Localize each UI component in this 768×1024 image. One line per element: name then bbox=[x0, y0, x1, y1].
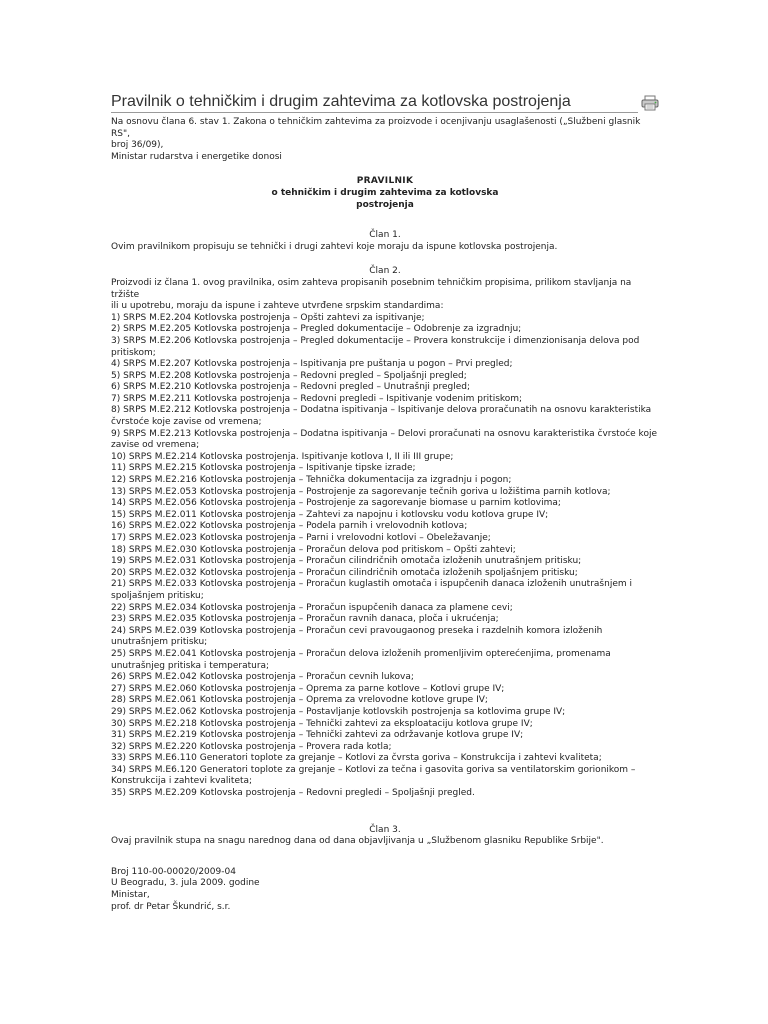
document-title: Pravilnik o tehničkim i drugim zahtevima za kotlovska postrojenja bbox=[111, 93, 638, 113]
signoff-line: U Beogradu, 3. jula 2009. godine bbox=[111, 878, 260, 889]
standard-list-line: 15) SRPS M.E2.011 Kotlovska postrojenja – Zahtevi za napojnu i kotlovsku vodu kotlova grupe IV; bbox=[111, 509, 549, 520]
standard-list-line: 5) SRPS M.E2.208 Kotlovska postrojenja – Redovni pregled – Spoljašnji pregled; bbox=[111, 370, 467, 381]
standard-list-line: unutrašnjem pritisku; bbox=[111, 637, 208, 648]
standard-list-line: 4) SRPS M.E2.207 Kotlovska postrojenja – Ispitivanja pre puštanja u pogon – Prvi pregled; bbox=[111, 359, 513, 370]
standard-list-line: 21) SRPS M.E2.033 Kotlovska postrojenja – Proračun kuglastih omotača i ispupčenih danaca izloženih unutrašnjem i bbox=[111, 579, 632, 590]
heading-line: postrojenja bbox=[356, 199, 414, 210]
signoff-line: prof. dr Petar Škundrić, s.r. bbox=[111, 901, 231, 912]
article-1-text: Ovim pravilnikom propisuju se tehnički i drugi zahtevi koje moraju da ispune kotlovska postrojenja. bbox=[111, 241, 558, 252]
standard-list-line: 1) SRPS M.E2.204 Kotlovska postrojenja – Opšti zahtevi za ispitivanje; bbox=[111, 312, 425, 323]
standard-list-line: 8) SRPS M.E2.212 Kotlovska postrojenja – Dodatna ispitivanja – Ispitivanje delova proračunatih na osnovu karakteristika bbox=[111, 405, 652, 416]
standard-list-line: 9) SRPS M.E2.213 Kotlovska postrojenja – Dodatna ispitivanja – Delovi proračunati na osnovu karakteristika čvrstoće koje bbox=[111, 428, 657, 439]
standard-list-line: 29) SRPS M.E2.062 Kotlovska postrojenja – Postavljanje kotlovskih postrojenja sa kotlovima grupe IV; bbox=[111, 706, 566, 717]
standard-list-line: 7) SRPS M.E2.211 Kotlovska postrojenja – Redovni pregledi – Ispitivanje vodenim pritiskom; bbox=[111, 393, 523, 404]
preamble-line: Ministar rudarstva i energetike donosi bbox=[111, 151, 282, 162]
preamble-line: Na osnovu člana 6. stav 1. Zakona o tehničkim zahtevima za proizvode i ocenjivanju usaglašenosti („Službeni glasnik RS", bbox=[111, 117, 641, 139]
standard-list-line: pritiskom; bbox=[111, 347, 156, 358]
standard-list-line: 3) SRPS M.E2.206 Kotlovska postrojenja – Pregled dokumentacije – Provera konstrukcije i dimenzionisanja delova pod bbox=[111, 335, 640, 346]
standard-list-line: 24) SRPS M.E2.039 Kotlovska postrojenja – Proračun cevi pravougaonog preseka i razdelnih komora izloženih bbox=[111, 625, 603, 636]
standard-list-line: 6) SRPS M.E2.210 Kotlovska postrojenja – Redovni pregled – Unutrašnji pregled; bbox=[111, 382, 471, 393]
standard-list-line: 32) SRPS M.E2.220 Kotlovska postrojenja – Provera rada kotla; bbox=[111, 741, 392, 752]
article-3-label: Član 3. bbox=[369, 824, 401, 835]
signoff bbox=[111, 867, 659, 913]
standard-list-line: 14) SRPS M.E2.056 Kotlovska postrojenja – Postrojenje za sagorevanje biomase u parnim kotlovima; bbox=[111, 498, 561, 509]
standard-list-line: 22) SRPS M.E2.034 Kotlovska postrojenja – Proračun ispupčenih danaca za plamene cevi; bbox=[111, 602, 513, 613]
standard-list-line: 16) SRPS M.E2.022 Kotlovska postrojenja – Podela parnih i vrelovodnih kotlova; bbox=[111, 521, 468, 532]
document-page bbox=[111, 93, 659, 913]
heading-line: o tehničkim i drugim zahtevima za kotlovska bbox=[271, 187, 499, 198]
article-3-text: Ovaj pravilnik stupa na snagu narednog dana od dana objavljivanja u „Službenom glasniku Republike Srbije". bbox=[111, 836, 604, 847]
standard-list-line: 10) SRPS M.E2.214 Kotlovska postrojenja. Ispitivanje kotlova I, II ili III grupe; bbox=[111, 451, 454, 462]
standard-list-line: 33) SRPS M.E6.110 Generatori toplote za grejanje – Kotlovi za čvrsta goriva – Konstrukcija i zahtevi kvaliteta; bbox=[111, 753, 602, 764]
signoff-line: Broj 110-00-00020/2009-04 bbox=[111, 866, 236, 877]
document-heading bbox=[111, 176, 659, 211]
heading-line: PRAVILNIK bbox=[356, 176, 414, 187]
standard-list-line: 28) SRPS M.E2.061 Kotlovska postrojenja – Oprema za vrelovodne kotlove grupe IV; bbox=[111, 695, 488, 706]
standard-list-line: 35) SRPS M.E2.209 Kotlovska postrojenja – Redovni pregledi – Spoljašnji pregled. bbox=[111, 788, 475, 799]
preamble bbox=[111, 117, 659, 163]
standard-list-line: 23) SRPS M.E2.035 Kotlovska postrojenja – Proračun ravnih danaca, ploča i ukrućenja; bbox=[111, 614, 499, 625]
title-row bbox=[111, 93, 659, 113]
article-2-intro: Proizvodi iz člana 1. ovog pravilnika, osim zahteva propisanih posebnim tehničkim propisima, prilikom stavljanja na tržište bbox=[111, 277, 632, 300]
standard-list-line: 20) SRPS M.E2.032 Kotlovska postrojenja – Proračun cilindričnih omotača izloženih spoljašnjem pritisku; bbox=[111, 567, 578, 578]
standards-list bbox=[111, 313, 659, 800]
standard-list-line: 13) SRPS M.E2.053 Kotlovska postrojenja – Postrojenje za sagorevanje tečnih goriva u ložištima parnih kotlova; bbox=[111, 486, 611, 497]
printer-icon[interactable] bbox=[641, 95, 659, 111]
standard-list-line: 27) SRPS M.E2.060 Kotlovska postrojenja – Oprema za parne kotlove – Kotlovi grupe IV; bbox=[111, 683, 505, 694]
standard-list-line: zavise od vremena; bbox=[111, 440, 200, 451]
standard-list-line: spoljašnjem pritisku; bbox=[111, 590, 204, 601]
standard-list-line: 26) SRPS M.E2.042 Kotlovska postrojenja – Proračun cevnih lukova; bbox=[111, 672, 414, 683]
standard-list-line: Konstrukcija i zahtevi kvaliteta; bbox=[111, 776, 253, 787]
standard-list-line: čvrstoće koje zavise od vremena; bbox=[111, 417, 262, 428]
standard-list-line: 17) SRPS M.E2.023 Kotlovska postrojenja – Parni i vrelovodni kotlovi – Obeležavanje; bbox=[111, 533, 491, 543]
article-2-label: Član 2. bbox=[369, 266, 401, 277]
standard-list-line: 19) SRPS M.E2.031 Kotlovska postrojenja – Proračun cilindričnih omotača izloženih unutrašnjem pritisku; bbox=[111, 556, 582, 567]
standard-list-line: 2) SRPS M.E2.205 Kotlovska postrojenja – Pregled dokumentacije – Odobrenje za izgradnju; bbox=[111, 324, 522, 335]
article-1-label: Član 1. bbox=[369, 230, 401, 241]
signoff-line: Ministar, bbox=[111, 890, 150, 901]
standard-list-line: 11) SRPS M.E2.215 Kotlovska postrojenja – Ispitivanje tipske izrade; bbox=[111, 463, 416, 474]
standard-list-line: 12) SRPS M.E2.216 Kotlovska postrojenja – Tehnička dokumentacija za izgradnju i pogon; bbox=[111, 475, 512, 486]
standard-list-line: 34) SRPS M.E6.120 Generatori toplote za grejanje – Kotlovi za tečna i gasovita goriva sa ventilatorskim gorionikom – bbox=[111, 764, 636, 775]
standard-list-line: 25) SRPS M.E2.041 Kotlovska postrojenja – Proračun delova izloženih promenljivim opterećenjima, promenama bbox=[111, 648, 611, 659]
standard-list-line: 18) SRPS M.E2.030 Kotlovska postrojenja – Proračun delova pod pritiskom – Opšti zahtevi; bbox=[111, 544, 516, 555]
standard-list-line: unutrašnjeg pritiska i temperatura; bbox=[111, 660, 270, 671]
standard-list-line: 31) SRPS M.E2.219 Kotlovska postrojenja – Tehnički zahtevi za održavanje kotlova grupe IV; bbox=[111, 730, 524, 741]
preamble-line: broj 36/09), bbox=[111, 140, 164, 151]
article-2-intro: ili u upotrebu, moraju da ispune i zahteve utvrđene srpskim standardima: bbox=[111, 301, 444, 312]
standard-list-line: 30) SRPS M.E2.218 Kotlovska postrojenja – Tehnički zahtevi za eksploataciju kotlova grupe IV; bbox=[111, 718, 533, 729]
